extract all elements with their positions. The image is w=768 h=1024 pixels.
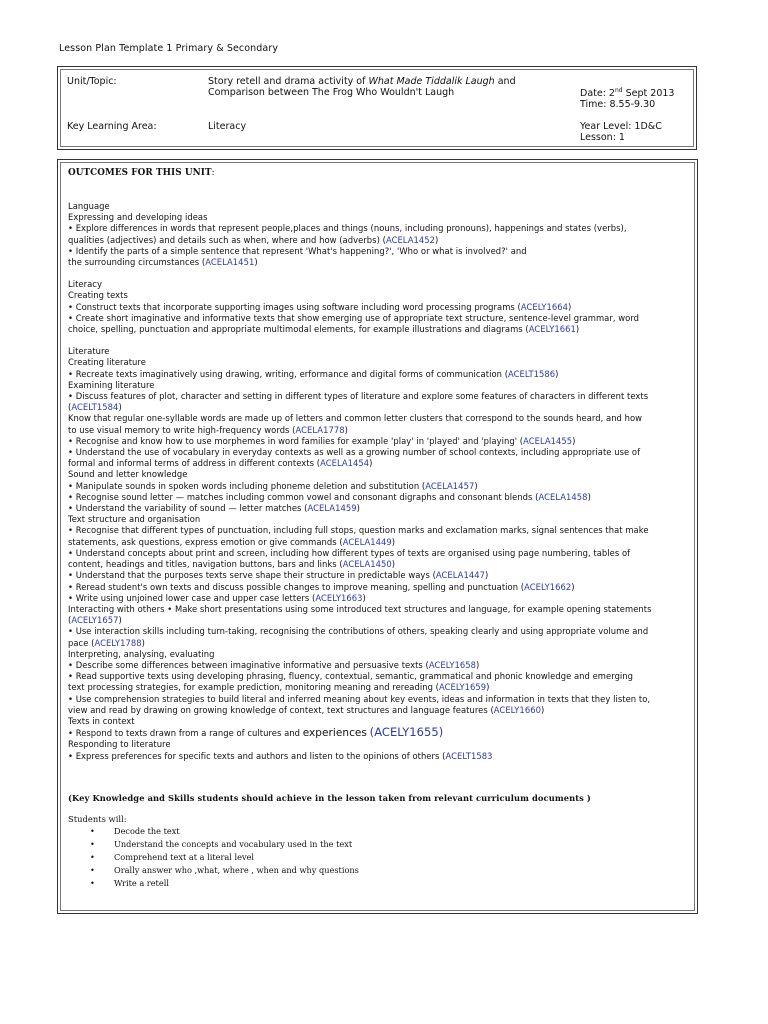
language-line: the surrounding circumstances (ACELA1451) bbox=[68, 257, 258, 268]
literature-line: • Write using unjoined lower case and upper case letters (ACELY1663) bbox=[68, 592, 366, 603]
outcomes-content bbox=[68, 201, 690, 762]
literature-subtitle: Examining literature bbox=[68, 379, 155, 390]
literature-line: (ACELY1657) bbox=[68, 615, 122, 626]
literature-line: • Understand the variability of sound — letter matches (ACELA1459) bbox=[68, 503, 360, 514]
literacy-line: • Construct texts that incorporate supporting images using software including word processing programs (ACELY1664) bbox=[68, 301, 572, 312]
section-literature-title: Literature bbox=[68, 346, 110, 357]
literacy-subtitle: Creating texts bbox=[68, 290, 128, 301]
literature-line: • Recognise sound letter — matches including common vowel and consonant digraphs and consonant blends (ACELA1458) bbox=[68, 491, 591, 502]
literature-subtitle: Creating literature bbox=[68, 357, 146, 368]
literature-line: • Describe some differences between imaginative informative and persuasive texts (ACELY1658) bbox=[68, 659, 480, 670]
literature-line: • Reread student's own texts and discuss possible changes to improve meaning, spelling and punctuation (ACELY1662) bbox=[68, 581, 575, 592]
lesson-date: Date: 2nd Sept 2013 bbox=[580, 87, 675, 99]
literature-line: pace (ACELY1788) bbox=[68, 637, 145, 648]
literature-subtitle: Interpreting, analysing, evaluating bbox=[68, 648, 215, 659]
lesson-number: Lesson: 1 bbox=[580, 132, 625, 143]
list-item: • Write a retell bbox=[90, 878, 169, 888]
literature-subtitle: Sound and letter knowledge bbox=[68, 469, 188, 480]
key-learning-area-value: Literacy bbox=[208, 121, 247, 132]
literature-line: to use visual memory to write high-frequency words (ACELA1778) bbox=[68, 424, 348, 435]
literacy-line: choice, spelling, punctuation and appropriate multimodal elements, for example illustrations and diagrams (ACELY1661) bbox=[68, 324, 580, 335]
outcomes-heading: OUTCOMES FOR THIS UNIT: bbox=[68, 168, 215, 178]
literature-line: • Understand the use of vocabulary in everyday contexts as well as a growing number of school contexts, including appropriate use of bbox=[68, 447, 641, 458]
key-knowledge-heading: (Key Knowledge and Skills students should achieve in the lesson taken from relevant curriculum documents ) bbox=[68, 793, 591, 803]
document-title: Lesson Plan Template 1 Primary & Secondary bbox=[59, 43, 279, 54]
literature-line: • Read supportive texts using developing phrasing, fluency, contextual, semantic, grammatical and phonic knowledge and emerging bbox=[68, 671, 634, 682]
year-level: Year Level: 1D&C bbox=[580, 121, 662, 132]
section-language-title: Language bbox=[68, 201, 110, 211]
literature-line: • Manipulate sounds in spoken words including phoneme deletion and substitution (ACELA1457) bbox=[68, 480, 478, 491]
literature-line: content, headings and titles, navigation buttons, bars and links (ACELA1450) bbox=[68, 559, 396, 570]
language-subtitle: Expressing and developing ideas bbox=[68, 212, 208, 223]
literature-subtitle: Responding to literature bbox=[68, 739, 171, 750]
student-objectives-list bbox=[90, 825, 359, 890]
literature-line: • Use interaction skills including turn-taking, recognising the contributions of others, speaking clearly and using appropriate volume and bbox=[68, 626, 649, 637]
literature-line: • Understand concepts about print and screen, including how different types of texts are organised using page numbering, tables of bbox=[68, 547, 631, 558]
list-item: • Decode the text bbox=[90, 826, 180, 836]
literature-line: • Respond to texts drawn from a range of cultures and experiences (ACELY1655) bbox=[68, 725, 444, 740]
unit-topic-line-2: Comparison between The Frog Who Wouldn't Laugh bbox=[208, 87, 455, 98]
literature-line: Interacting with others • Make short presentations using some introduced text structures and language, for example opening statements bbox=[68, 603, 652, 614]
lesson-time: Time: 8.55-9.30 bbox=[580, 99, 656, 110]
language-line: • Identify the parts of a simple sentence that represent 'What's happening?', 'Who or what is involved?' and bbox=[68, 245, 527, 256]
unit-topic-line-1: Story retell and drama activity of What Made Tiddalik Laugh and bbox=[208, 76, 516, 87]
literature-line: • Use comprehension strategies to build literal and inferred meaning about key events, ideas and information in texts that they listen to, bbox=[68, 693, 651, 704]
literacy-line: • Create short imaginative and informative texts that show emerging use of appropriate text structure, sentence-level grammar, word bbox=[68, 312, 640, 323]
literature-line: (ACELT1584) bbox=[68, 402, 122, 413]
literature-line: • Recreate texts imaginatively using drawing, writing, erformance and digital forms of communication (ACELT1586) bbox=[68, 368, 559, 379]
list-item: • Understand the concepts and vocabulary used in the text bbox=[90, 839, 353, 849]
literature-line: • Express preferences for specific texts and authors and listen to the opinions of others (ACELT1583 bbox=[68, 750, 493, 761]
literature-line: text processing strategies, for example prediction, monitoring meaning and rereading (ACELY1659) bbox=[68, 682, 490, 693]
key-learning-area-label: Key Learning Area: bbox=[67, 121, 157, 132]
literature-subtitle: Texts in context bbox=[68, 715, 135, 726]
literature-line: Know that regular one-syllable words are made up of letters and common letter clusters that correspond to the sounds heard, and how bbox=[68, 413, 643, 424]
section-literacy-title: Literacy bbox=[68, 279, 102, 290]
language-line: qualities (adjectives) and details such as when, where and how (adverbs) (ACELA1452) bbox=[68, 234, 439, 245]
literature-line: • Recognise and know how to use morphemes in word families for example 'play' in 'played' and 'playing' (ACELA1455) bbox=[68, 435, 576, 446]
language-line: • Explore differences in words that represent people,places and things (nouns, including pronouns), happenings and states (verbs), bbox=[68, 223, 627, 234]
list-item: • Orally answer who ,what, where , when and why questions bbox=[90, 865, 359, 875]
literature-line: formal and informal terms of address in different contexts (ACELA1454) bbox=[68, 458, 373, 469]
literature-subtitle: Text structure and organisation bbox=[68, 514, 201, 525]
literature-line: • Discuss features of plot, character and setting in different types of literature and explore some features of characters in different texts bbox=[68, 391, 649, 402]
unit-topic-label: Unit/Topic: bbox=[67, 76, 117, 87]
literature-line: • Understand that the purposes texts serve shape their structure in predictable ways (ACELA1447) bbox=[68, 570, 489, 581]
students-will-label: Students will: bbox=[68, 814, 127, 824]
literature-line: • Recognise that different types of punctuation, including full stops, question marks and exclamation marks, signal sentences that make bbox=[68, 525, 649, 536]
literature-line: view and read by drawing on growing knowledge of context, text structures and language features (ACELY1660) bbox=[68, 704, 545, 715]
literature-line: statements, ask questions, express emotion or give commands (ACELA1449) bbox=[68, 536, 396, 547]
list-item: • Comprehend text at a literal level bbox=[90, 852, 255, 862]
